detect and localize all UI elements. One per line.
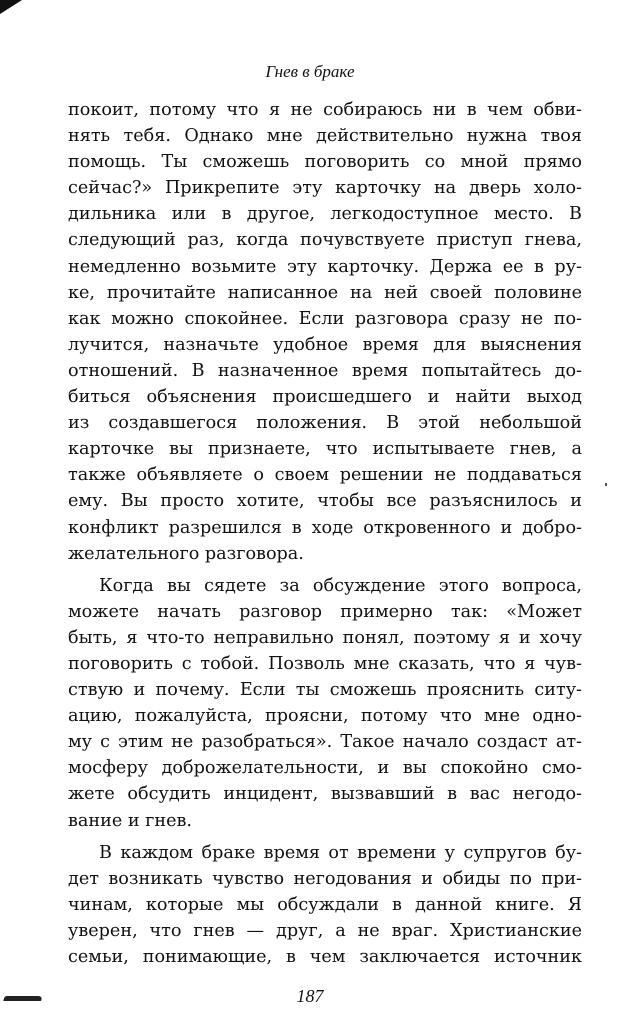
text-line: жете обсудить инцидент, вызвавший в вас негодо- — [68, 784, 582, 805]
scan-speck — [605, 483, 607, 486]
text-line: карточке вы признаете, что испытываете гнев, а — [68, 439, 582, 460]
text-line: ке, прочитайте написанное на ней своей половине — [68, 282, 582, 303]
text-line: лучится, назначьте удобное время для выяснения — [68, 334, 582, 355]
text-line: можете начать разговор примерно так: «Может — [68, 601, 582, 622]
text-line: биться объяснения происшедшего и найти выход — [68, 387, 582, 408]
scan-corner-mark — [0, 0, 22, 14]
text-line: семьи, понимающие, в чем заключается источник — [68, 947, 582, 967]
text-line: следующий раз, когда почувствуете приступ гнева, — [68, 230, 582, 251]
text-line: быть, я что-то неправильно понял, поэтому я и хочу — [68, 627, 582, 648]
text-line: поговорить с тобой. Позволь мне сказать, что я чув- — [68, 653, 582, 674]
text-line: как можно спокойнее. Если разговора сразу не по- — [68, 308, 582, 329]
text-line: ствую и почему. Если ты сможешь прояснить ситу- — [68, 680, 582, 701]
text-line: из создавшегося положения. В этой небольшой — [68, 413, 582, 434]
text-line: сейчас?» Прикрепите эту карточку на дверь холо- — [68, 178, 582, 199]
text-line: немедленно возьмите эту карточку. Держа ее в ру- — [68, 256, 582, 277]
text-line: нять тебя. Однако мне действительно нужна твоя — [68, 126, 582, 147]
text-line: отношений. В назначенное время попытайтесь до- — [68, 360, 582, 381]
page-body — [68, 97, 582, 970]
text-line: дет возникать чувство негодования и обиды по при- — [68, 868, 582, 889]
text-line: му с этим не разобраться». Такое начало создаст ат- — [68, 732, 582, 753]
text-line: ему. Вы просто хотите, чтобы все разъяснилось и — [68, 491, 582, 512]
text-line: конфликт разрешился в ходе откровенного и добро- — [68, 517, 582, 538]
page-number: 187 — [296, 986, 324, 1006]
text-line: чинам, которые мы обсуждали в данной книге. Я — [68, 894, 582, 915]
text-line: вание и гнев. — [68, 810, 193, 831]
text-line: также объявляете о своем решении не поддаваться — [68, 465, 582, 486]
text-line: Когда вы сядете за обсуждение этого вопроса, — [99, 575, 582, 596]
text-line: В каждом браке время от времени у супругов бу- — [99, 842, 582, 863]
text-line: покоит, потому что я не собираюсь ни в чем обви- — [68, 100, 582, 120]
text-line: мосферу доброжелательности, и вы спокойно смо- — [68, 758, 582, 779]
running-head-title: Гнев в браке — [265, 62, 355, 81]
text-line: помощь. Ты сможешь поговорить со мной прямо — [68, 152, 582, 173]
text-line: дильника или в другое, легкодоступное место. В — [68, 204, 582, 225]
text-line: уверен, что гнев — друг, а не враг. Христианские — [68, 920, 582, 941]
text-line: желательного разговора. — [68, 543, 304, 564]
text-line: ацию, пожалуйста, проясни, потому что мне одно- — [68, 706, 582, 727]
